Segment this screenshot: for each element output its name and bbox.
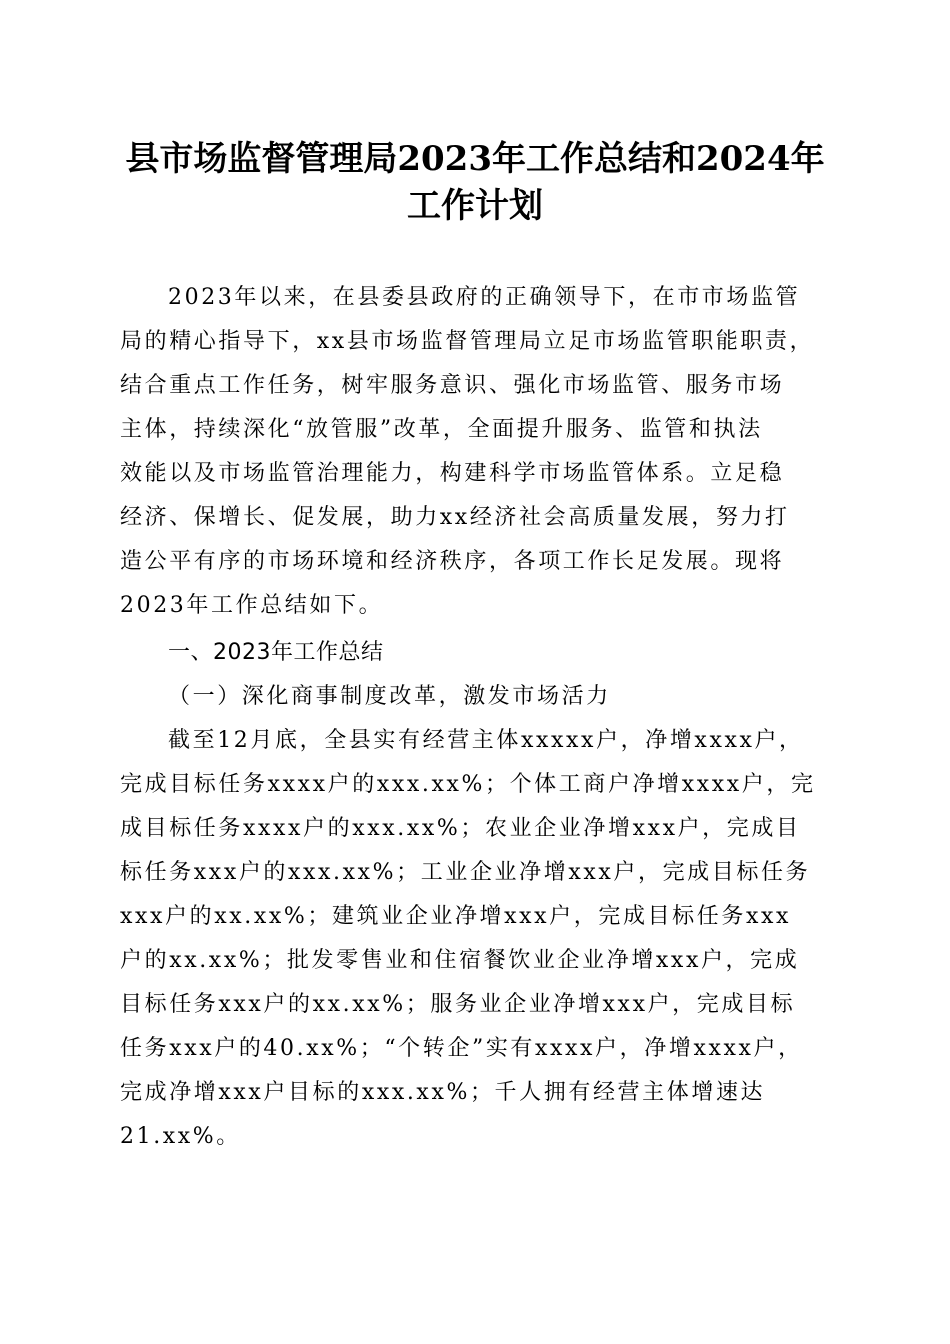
paragraph-line: 主体，持续深化“放管服”改革，全面提升服务、监管和执法 xyxy=(120,417,763,442)
paragraph-line: 结合重点工作任务，树牢服务意识、强化市场监管、服务市场 xyxy=(120,373,785,398)
paragraph-line: 截至12月底，全县实有经营主体xxxxx户，净增xxxx户， xyxy=(168,728,804,753)
section-heading: 一、2023年工作总结 xyxy=(168,640,384,665)
paragraph-line: 21.xx%。 xyxy=(120,1124,241,1149)
paragraph-line: 效能以及市场监管治理能力，构建科学市场监管体系。立足稳 xyxy=(120,461,785,486)
paragraph-line: 任务xxx户的40.xx%；“个转企”实有xxxx户，净增xxxx户， xyxy=(120,1036,803,1061)
paragraph-line: 局的精心指导下，xx县市场监督管理局立足市场监管职能职责， xyxy=(120,329,815,354)
paragraph-line: 目标任务xxx户的xx.xx%；服务业企业净增xxx户，完成目标 xyxy=(120,992,796,1017)
document-title-line-1: 县市场监督管理局2023年工作总结和2024年 xyxy=(125,139,825,179)
paragraph-line: 成目标任务xxxx户的xxx.xx%；农业企业净增xxx户，完成目 xyxy=(120,816,801,841)
paragraph-line: 造公平有序的市场环境和经济秩序，各项工作长足发展。现将 xyxy=(120,549,785,574)
paragraph-line: 完成净增xxx户目标的xxx.xx%；千人拥有经营主体增速达 xyxy=(120,1080,766,1105)
document-title-line-2: 工作计划 xyxy=(407,186,543,226)
subsection-heading: （一）深化商事制度改革，激发市场活力 xyxy=(168,684,611,709)
paragraph-line: 完成目标任务xxxx户的xxx.xx%；个体工商户净增xxxx户，完 xyxy=(120,772,816,797)
paragraph-line: xxx户的xx.xx%；建筑业企业净增xxx户，完成目标任务xxx xyxy=(120,904,791,929)
paragraph-line: 户的xx.xx%；批发零售业和住宿餐饮业企业净增xxx户，完成 xyxy=(120,948,800,973)
paragraph-line: 2023年工作总结如下。 xyxy=(120,593,384,618)
paragraph-line: 2023年以来，在县委县政府的正确领导下，在市市场监管 xyxy=(168,285,801,310)
paragraph-line: 标任务xxx户的xxx.xx%；工业企业净增xxx户，完成目标任务 xyxy=(120,860,811,885)
paragraph-line: 经济、保增长、促发展，助力xx经济社会高质量发展，努力打 xyxy=(120,505,790,530)
